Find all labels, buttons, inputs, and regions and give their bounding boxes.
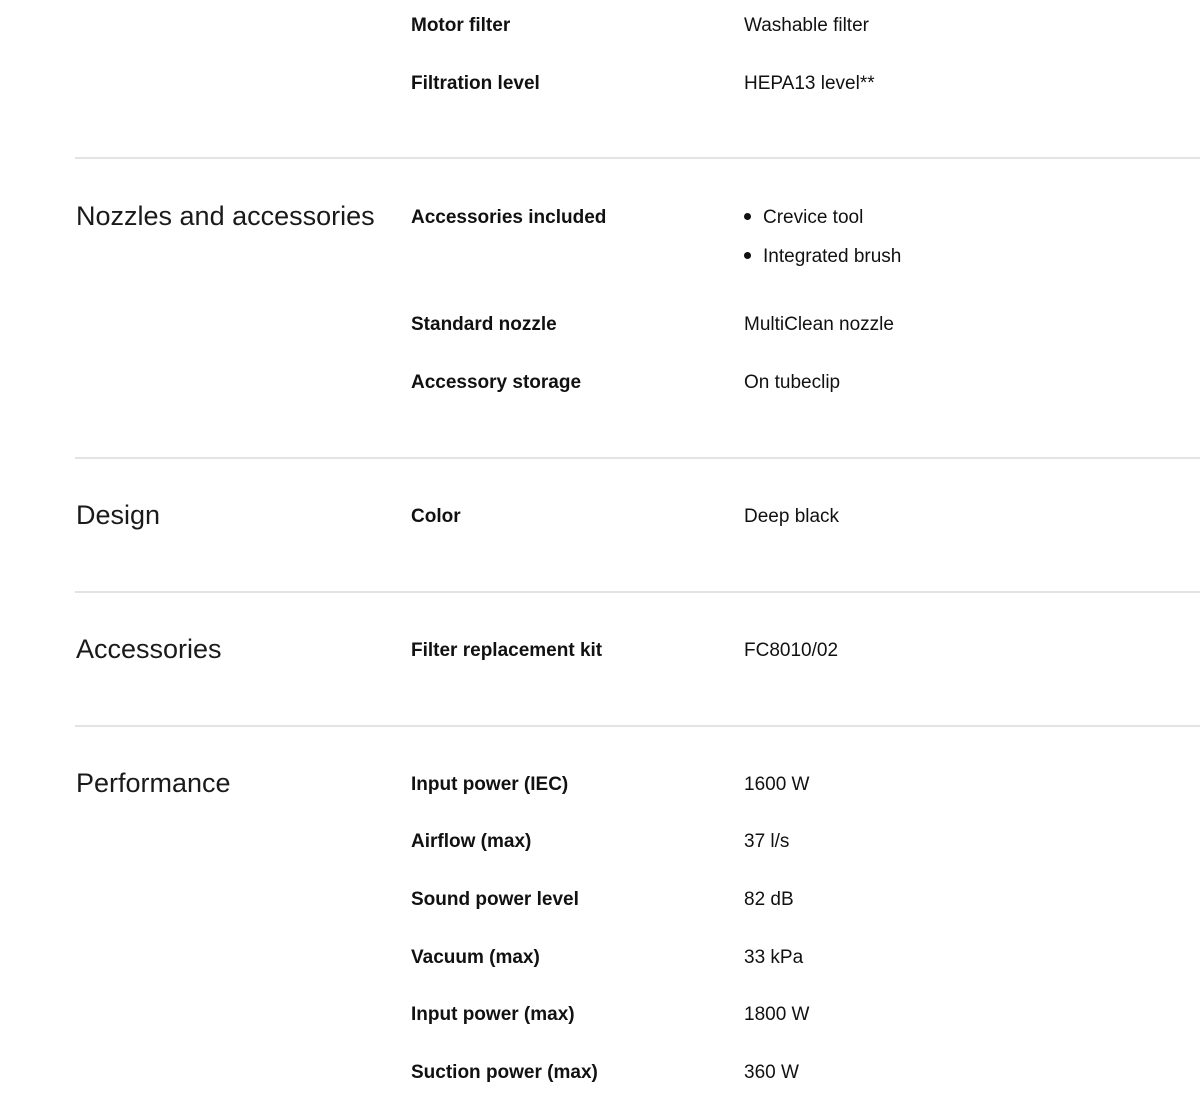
spec-label: Vacuum (max)	[411, 947, 540, 968]
spec-label: Standard nozzle	[411, 314, 557, 335]
spec-label: Suction power (max)	[411, 1062, 598, 1083]
section-title-accessories: Accessories	[76, 634, 222, 664]
spec-value: 33 kPa	[744, 947, 804, 968]
section-title-performance: Performance	[76, 768, 231, 798]
section-divider	[75, 157, 1200, 159]
list-item	[744, 245, 901, 269]
list-item-text: Crevice tool	[763, 207, 864, 228]
spec-label: Accessories included	[411, 207, 607, 228]
spec-value: 1600 W	[744, 774, 810, 795]
spec-label: Motor filter	[411, 15, 511, 36]
spec-value: Deep black	[744, 506, 840, 527]
bullet-icon	[744, 213, 751, 220]
spec-label: Accessory storage	[411, 372, 582, 393]
list-item-text: Integrated brush	[763, 246, 902, 267]
spec-value: HEPA13 level**	[744, 73, 875, 94]
spec-label: Sound power level	[411, 889, 579, 910]
spec-label: Color	[411, 506, 461, 527]
bullet-icon	[744, 252, 751, 259]
spec-label: Airflow (max)	[411, 831, 532, 852]
list-item	[744, 206, 863, 230]
spec-label: Input power (IEC)	[411, 774, 569, 795]
section-divider	[75, 457, 1200, 459]
section-divider	[75, 725, 1200, 727]
section-divider	[75, 591, 1200, 593]
spec-value: On tubeclip	[744, 372, 841, 393]
section-title-design: Design	[76, 500, 161, 530]
spec-value: MultiClean nozzle	[744, 314, 894, 335]
spec-value: Washable filter	[744, 15, 869, 36]
spec-value: 37 l/s	[744, 831, 790, 852]
spec-value: FC8010/02	[744, 640, 839, 661]
spec-label: Filter replacement kit	[411, 640, 603, 661]
spec-value: 1800 W	[744, 1004, 810, 1025]
spec-label: Filtration level	[411, 73, 540, 94]
section-title-nozzles: Nozzles and accessories	[76, 201, 375, 231]
spec-value: 360 W	[744, 1062, 799, 1083]
spec-label: Input power (max)	[411, 1004, 575, 1025]
spec-value: 82 dB	[744, 889, 794, 910]
